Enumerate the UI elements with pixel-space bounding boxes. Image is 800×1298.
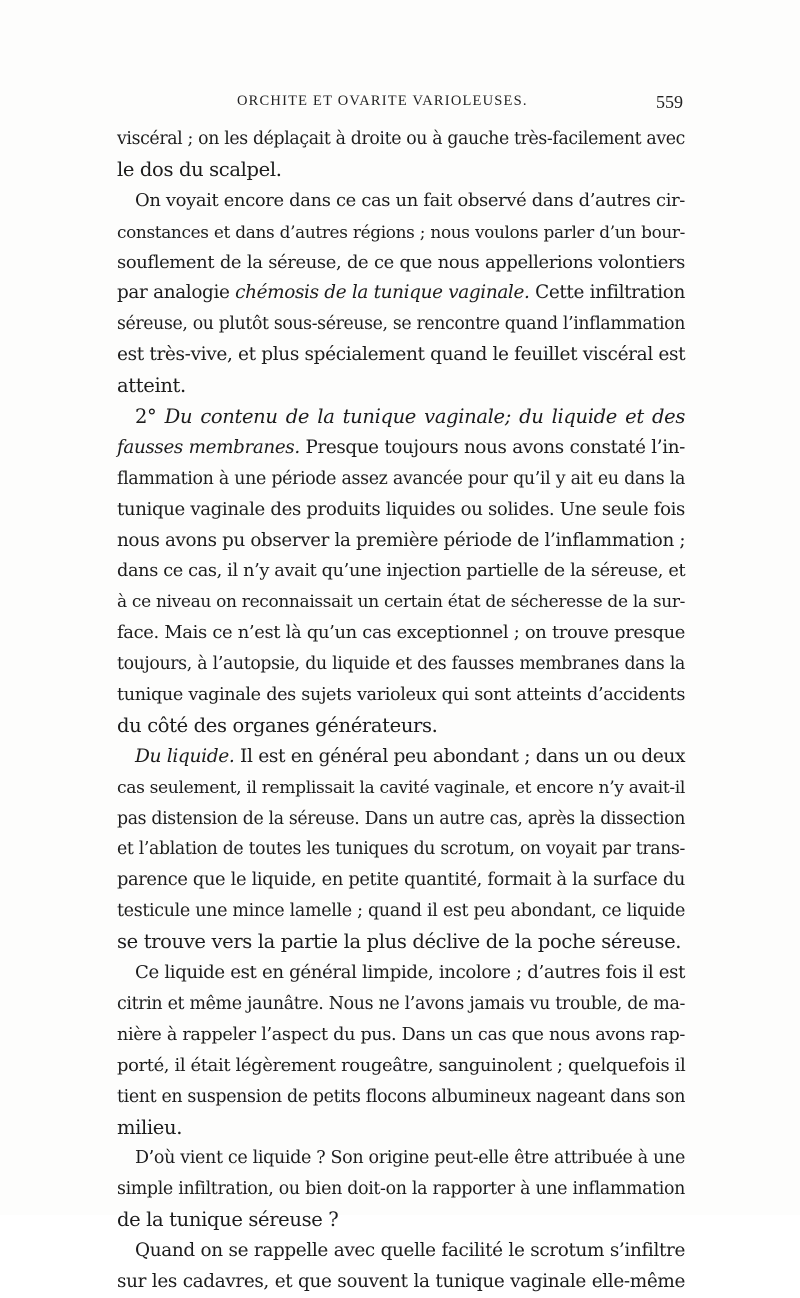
text-line [117, 124, 685, 155]
italic-text: Du contenu de la tunique vaginale; du liquide et des [164, 405, 686, 429]
text-line [117, 1051, 685, 1082]
text-line [117, 865, 685, 896]
text-line [117, 896, 685, 927]
text-line [117, 340, 685, 371]
text-line [117, 433, 685, 464]
text-segment: flammation à une période assez avancée pour qu’il y ait eu dans la [117, 468, 685, 489]
text-line [117, 464, 685, 495]
text-line [117, 711, 685, 742]
text-line [117, 1205, 685, 1236]
text-segment: nière à rappeler l’aspect du pus. Dans un cas que nous avons rap- [117, 1024, 685, 1045]
text-line [117, 526, 685, 557]
text-segment: tunique vaginale des sujets varioleux qui sont atteints d’accidents [117, 685, 685, 706]
text-line [117, 371, 685, 402]
text-segment: atteint. [117, 374, 186, 398]
text-segment: Quand on se rappelle avec quelle facilité le scrotum s’infiltre [135, 1240, 685, 1262]
text-segment: constances et dans d’autres régions ; nous voulons parler d’un bour- [117, 221, 685, 242]
text-segment: souflement de la séreuse, de ce que nous appellerions volontiers [117, 251, 685, 273]
page-number: 559 [656, 92, 683, 112]
italic-text: Du liquide. [135, 745, 235, 767]
text-segment: tient en suspension de petits flocons albumineux nageant dans son [117, 1086, 686, 1107]
body-text [117, 124, 685, 1298]
text-segment: Presque toujours nous avons constaté l’in- [299, 436, 686, 458]
text-line [117, 556, 685, 587]
text-line [117, 1082, 685, 1113]
text-segment: Cette infiltration [529, 282, 686, 304]
text-segment: Il est en général peu abondant ; dans un ou deux [234, 745, 686, 767]
text-segment: de la tunique séreuse ? [117, 1208, 339, 1232]
text-segment: D’où vient ce liquide ? Son origine peut-elle être attribuée à une [135, 1148, 685, 1169]
text-line [117, 1267, 685, 1298]
text-segment: parence que le liquide, en petite quantité, formait à la surface du [117, 869, 685, 891]
text-line [117, 834, 685, 865]
text-line [117, 587, 685, 618]
text-line [117, 186, 685, 217]
text-line [117, 618, 685, 649]
text-segment: pas distension de la séreuse. Dans un autre cas, après la dissection [117, 808, 685, 829]
text-segment: porté, il était légèrement rougeâtre, sanguinolent ; quelquefois il [117, 1054, 686, 1076]
text-segment: sur les cadavres, et que souvent la tunique vaginale elle-même [117, 1270, 685, 1292]
text-segment: viscéral ; on les déplaçait à droite ou à gauche très-facilement avec [117, 129, 685, 149]
text-line [117, 1143, 685, 1174]
text-segment: milieu. [117, 1115, 183, 1139]
text-line [117, 1236, 685, 1267]
text-segment: citrin et même jaunâtre. Nous ne l’avons jamais vu trouble, de ma- [117, 993, 685, 1014]
text-line [117, 402, 685, 433]
text-segment: testicule une mince lamelle ; quand il est peu abondant, ce liquide [117, 901, 685, 922]
text-line [117, 278, 685, 309]
text-line [117, 742, 685, 773]
text-line [117, 958, 685, 989]
text-segment: du côté des organes générateurs. [117, 713, 438, 737]
text-line [117, 804, 685, 835]
text-segment: séreuse, ou plutôt sous-séreuse, se rencontre quand l’inflammation [117, 314, 685, 335]
text-segment: face. Mais ce n’est là qu’un cas exceptionnel ; on trouve presque [117, 622, 685, 644]
text-segment: 2° [135, 405, 165, 429]
text-segment: nous avons pu observer la première période de l’inflammation ; [117, 529, 686, 551]
text-line [117, 927, 685, 958]
text-line [117, 680, 685, 711]
running-title: ORCHITE ET OVARITE VARIOLEUSES. [237, 93, 528, 109]
text-line [117, 155, 685, 186]
text-segment: et l’ablation de toutes les tuniques du scrotum, on voyait par trans- [117, 839, 685, 860]
text-segment: à ce niveau on reconnaissait un certain état de sécheresse de la sur- [117, 592, 685, 613]
text-line [117, 773, 685, 804]
text-line [117, 1174, 685, 1205]
text-segment: se trouve vers la partie la plus déclive de la poche séreuse. [117, 930, 682, 954]
text-segment: simple infiltration, ou bien doit-on la rapporter à une inflammation [117, 1179, 685, 1200]
text-line [117, 649, 685, 680]
text-line [117, 495, 685, 526]
text-line [117, 989, 685, 1020]
text-segment: par analogie [117, 282, 236, 304]
text-segment: le dos du scalpel. [117, 157, 282, 181]
text-line [117, 309, 685, 340]
text-segment: Ce liquide est en général limpide, incolore ; d’autres fois il est [135, 962, 685, 984]
running-head [117, 93, 687, 117]
text-line [117, 248, 685, 279]
italic-text: fausses membranes. [117, 436, 300, 458]
text-segment: toujours, à l’autopsie, du liquide et des fausses membranes dans la [117, 654, 685, 675]
text-line [117, 217, 685, 248]
text-line [117, 1020, 685, 1051]
text-segment: tunique vaginale des produits liquides ou solides. Une seule fois [117, 498, 685, 520]
text-segment: dans ce cas, il n’y avait qu’une injection partielle de la séreuse, et [117, 561, 686, 582]
text-segment: On voyait encore dans ce cas un fait observé dans d’autres cir- [135, 189, 685, 211]
text-segment: cas seulement, il remplissait la cavité vaginale, et encore n’y avait-il [117, 777, 685, 798]
italic-text: chémosis de la tunique vaginale. [235, 282, 530, 304]
text-segment: est très-vive, et plus spécialement quand le feuillet viscéral est [117, 344, 686, 366]
text-line [117, 1113, 685, 1144]
